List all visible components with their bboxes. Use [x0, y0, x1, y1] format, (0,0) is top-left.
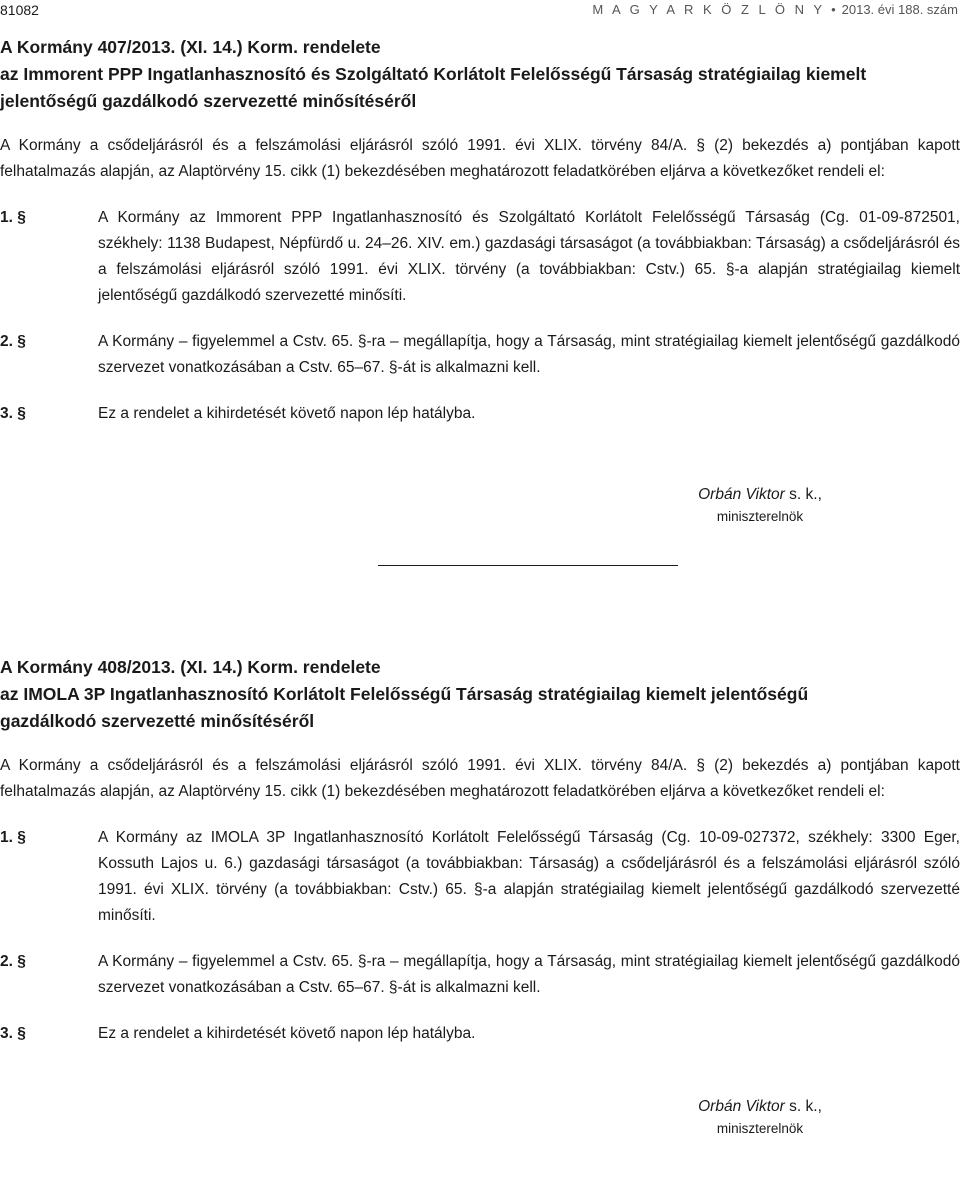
signature-block [610, 1096, 910, 1140]
decree-title [0, 654, 960, 735]
decree-title-line: A Kormány 407/2013. (XI. 14.) Korm. rendelete [0, 37, 381, 57]
header-bullet: • [831, 2, 836, 17]
preamble: A Kormány a csődeljárásról és a felszámolási eljárásról szóló 1991. évi XLIX. törvény 84/A. § (2) bekezdés a) pontjában kapott felhatalmazás alapján, az Alaptörvény 15. cikk (1) bekezdésében meghatározott feladatkörében eljárva a következőket rendeli el: [0, 137, 960, 180]
decree-title [0, 34, 960, 115]
signatory-name: Orbán Viktor [698, 1098, 785, 1115]
section-1 [0, 825, 960, 929]
signatory-suffix: s. k., [784, 1098, 822, 1115]
page-number: 81082 [0, 2, 39, 18]
section-divider [378, 565, 678, 566]
decree-title-line: A Kormány 408/2013. (XI. 14.) Korm. rendelete [0, 657, 381, 677]
section-number: 1. § [0, 829, 26, 846]
signatory-suffix: s. k., [784, 486, 822, 503]
signatory-name: Orbán Viktor [698, 486, 785, 503]
section-number: 1. § [0, 209, 26, 226]
journal-name: M A G Y A R K Ö Z L Ö N Y [592, 2, 826, 17]
decree-title-line: az IMOLA 3P Ingatlanhasznosító Korlátolt Felelősségű Társaság stratégiailag kiemelt jelentőségű [0, 684, 809, 704]
decree-title-line: gazdálkodó szervezetté minősítéséről [0, 711, 315, 731]
issue-number: 2013. évi 188. szám [841, 2, 958, 17]
decree-title-line: jelentőségű gazdálkodó szervezetté minősítéséről [0, 91, 417, 111]
section-text: A Kormány az Immorent PPP Ingatlanhasznosító és Szolgáltató Korlátolt Felelősségű Társaság (Cg. 01-09-872501, székhely: 1138 Budapest, Népfürdő u. 24–26. XIV. em.) gazdasági társaságot (a továbbiakban: Társaság) a csődeljárásról és a felszámolási eljárásról szóló 1991. évi XLIX. törvény (a továbbiakban: Cstv.) 65. §-a alapján stratégiailag kiemelt jelentőségű gazdálkodó szervezetté minősíti. [98, 209, 960, 304]
running-title [592, 2, 958, 17]
section-1 [0, 205, 960, 309]
section-text: Ez a rendelet a kihirdetését követő napon lép hatályba. [98, 405, 476, 422]
section-number: 2. § [0, 333, 26, 350]
section-text: A Kormány az IMOLA 3P Ingatlanhasznosító Korlátolt Felelősségű Társaság (Cg. 10-09-027372, székhely: 3300 Eger, Kossuth Lajos u. 6.) gazdasági társaságot (a továbbiakban: Társaság) a csődeljárásról és a felszámolási eljárásról szóló 1991. évi XLIX. törvény (a továbbiakban: Cstv.) 65. §-a alapján stratégiailag kiemelt jelentőségű gazdálkodó szervezetté minősíti. [98, 829, 960, 924]
decree-408 [0, 654, 960, 1047]
section-number: 3. § [0, 405, 26, 422]
preamble: A Kormány a csődeljárásról és a felszámolási eljárásról szóló 1991. évi XLIX. törvény 84/A. § (2) bekezdés a) pontjában kapott felhatalmazás alapján, az Alaptörvény 15. cikk (1) bekezdésében meghatározott feladatkörében eljárva a következőket rendeli el: [0, 757, 960, 800]
section-text: A Kormány – figyelemmel a Cstv. 65. §-ra – megállapítja, hogy a Társaság, mint stratégiailag kiemelt jelentőségű gazdálkodó szervezet vonatkozásában a Cstv. 65–67. §-át is alkalmazni kell. [98, 953, 960, 996]
section-text: Ez a rendelet a kihirdetését követő napon lép hatályba. [98, 1025, 476, 1042]
section-2 [0, 329, 960, 381]
section-text: A Kormány – figyelemmel a Cstv. 65. §-ra – megállapítja, hogy a Társaság, mint stratégiailag kiemelt jelentőségű gazdálkodó szervezet vonatkozásában a Cstv. 65–67. §-át is alkalmazni kell. [98, 333, 960, 376]
section-2 [0, 949, 960, 1001]
section-3 [0, 401, 960, 427]
decree-title-line: az Immorent PPP Ingatlanhasznosító és Szolgáltató Korlátolt Felelősségű Társaság stratégiailag kiemelt [0, 64, 867, 84]
section-number: 3. § [0, 1025, 26, 1042]
signature-block [610, 484, 910, 528]
section-3 [0, 1021, 960, 1047]
page-header [0, 2, 960, 22]
signatory-role: miniszterelnök [716, 1121, 804, 1136]
section-number: 2. § [0, 953, 26, 970]
decree-407 [0, 34, 960, 427]
signatory-role: miniszterelnök [716, 509, 804, 524]
